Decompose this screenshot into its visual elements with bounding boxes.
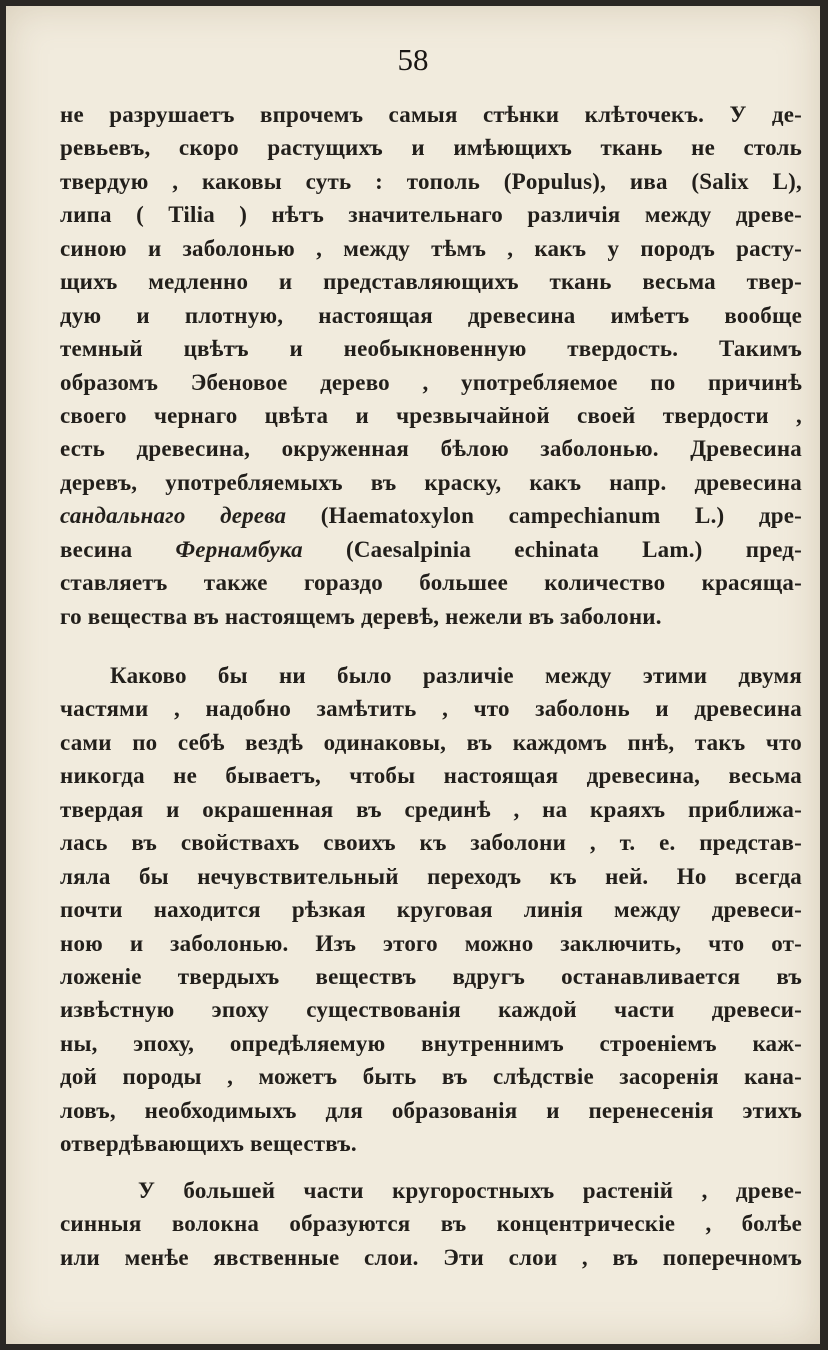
text-line: сандальнаго дерева (Haematoxylon campechianum L.) дре- bbox=[60, 503, 802, 529]
text-line: твердая и окрашенная въ срединѣ , на краяхъ приближа- bbox=[60, 796, 802, 822]
text-line: темный цвѣтъ и необыкновенную твердость. Такимъ bbox=[60, 336, 802, 362]
book-page bbox=[6, 6, 820, 1344]
text-line: ложеніе твердыхъ веществъ вдругъ останавливается въ bbox=[60, 963, 802, 989]
text-line: образомъ Эбеновое дерево , употребляемое по причинѣ bbox=[60, 369, 802, 395]
text-line: сами по себѣ вездѣ одинаковы, въ каждомъ пнѣ, такъ что bbox=[60, 729, 802, 755]
text-line: не разрушаетъ впрочемъ самыя стѣнки клѣточекъ. У де- bbox=[60, 102, 802, 127]
text-line: синныя волокна образуются въ концентрическіе , болѣе bbox=[60, 1211, 802, 1237]
text-line: отвердѣвающихъ веществъ. bbox=[60, 1131, 357, 1157]
text-line: ною и заболонью. Изъ этого можно заключить, что от- bbox=[60, 930, 802, 956]
text-line: лась въ свойствахъ своихъ къ заболони , т. е. представ- bbox=[60, 830, 802, 856]
text-line: частями , надобно замѣтить , что заболонь и древесина bbox=[60, 696, 802, 722]
text-line: или менѣе явственные слои. Эти слои , въ поперечномъ bbox=[60, 1244, 802, 1270]
italic-term: сандальнаго дерева bbox=[60, 503, 287, 529]
text-line: ны, эпоху, опредѣляемую внутреннимъ строеніемъ каж- bbox=[60, 1030, 802, 1056]
text-line: твердую , каковы суть : тополь (Populus), ива (Salix L), bbox=[60, 168, 802, 194]
paragraph-2 bbox=[60, 659, 802, 1161]
text-line: весина Фернамбука (Caesalpinia echinata Lam.) пред- bbox=[60, 536, 802, 562]
text-line: синою и заболонью , между тѣмъ , какъ у породъ расту- bbox=[60, 235, 802, 261]
text-line: ставляетъ также гораздо большее количество красяща- bbox=[60, 570, 802, 596]
text-line: щихъ медленно и представляющихъ ткань весьма твер- bbox=[60, 269, 802, 295]
italic-term: Фернамбука bbox=[175, 536, 303, 562]
text-line: го вещества въ настоящемъ деревѣ, нежели въ заболони. bbox=[60, 603, 662, 629]
text-line: есть древесина, окруженная бѣлою заболонью. Древесина bbox=[60, 436, 802, 462]
text-line: дую и плотную, настоящая древесина имѣетъ вообще bbox=[60, 302, 802, 328]
text-line: ревьевъ, скоро растущихъ и имѣющихъ ткань не столь bbox=[60, 135, 802, 161]
paragraph-3 bbox=[60, 1174, 802, 1274]
text-line: Каково бы ни было различіе между этими двумя bbox=[110, 663, 802, 688]
text-line: никогда не бываетъ, чтобы настоящая древесина, весьма bbox=[60, 763, 802, 789]
text-line: почти находится рѣзкая круговая линія между древеси- bbox=[60, 897, 802, 923]
text-line: деревъ, употребляемыхъ въ краску, какъ напр. древесина bbox=[60, 469, 802, 495]
text-line: ляла бы нечувствительный переходъ къ ней. Но всегда bbox=[60, 863, 802, 889]
paragraph-1 bbox=[60, 98, 802, 633]
text-line: У большей части кругоростныхъ растеній , древе- bbox=[138, 1178, 802, 1203]
text-line: извѣстную эпоху существованія каждой части древеси- bbox=[60, 997, 802, 1023]
text-line: липа ( Tilia ) нѣтъ значительнаго различія между древе- bbox=[60, 202, 802, 228]
text-line: ловъ, необходимыхъ для образованія и перенесенія этихъ bbox=[60, 1097, 802, 1123]
page-number: 58 bbox=[397, 42, 429, 77]
text-line: дой породы , можетъ быть въ слѣдствіе засоренія кана- bbox=[60, 1064, 802, 1090]
text-line: своего чернаго цвѣта и чрезвычайной своей твердости , bbox=[60, 402, 802, 428]
